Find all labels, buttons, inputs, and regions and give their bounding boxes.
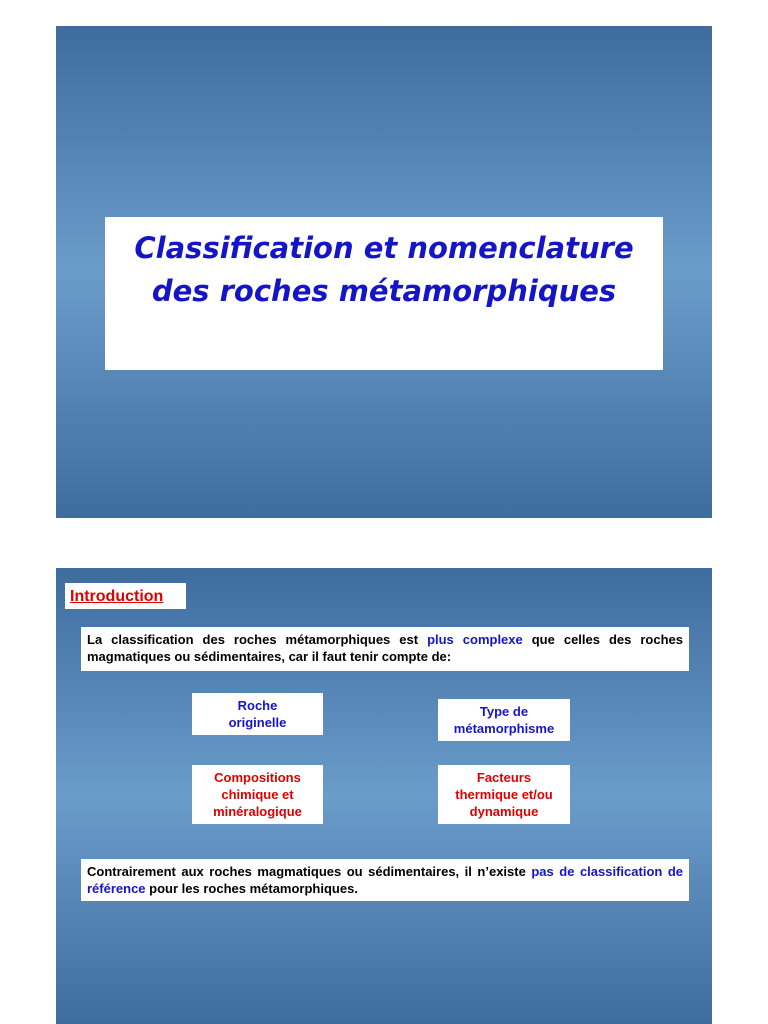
box-line: métamorphisme	[453, 721, 555, 736]
box-line: Type de	[479, 704, 529, 719]
para1-highlight: plus complexe	[427, 632, 523, 647]
para1-text-after: que celles des roches magmatiques ou sédimentaires, car il faut tenir compte de:	[87, 632, 684, 664]
box-line: dynamique	[469, 804, 539, 819]
box-line: originelle	[228, 715, 287, 730]
para2-text-before: Contrairement aux roches magmatiques ou sédimentaires, il n’existe	[87, 864, 532, 879]
para2-highlight: pas de classification de référence	[87, 864, 684, 896]
introduction-slide	[56, 568, 712, 1024]
heading-box	[65, 583, 186, 609]
slide-title-line1: Classification et nomenclature	[134, 231, 634, 265]
box-roche-originelle	[192, 693, 323, 735]
box-line: thermique et/ou	[455, 787, 553, 802]
box-line: chimique et	[221, 787, 294, 802]
box-line: minéralogique	[213, 804, 302, 819]
box-compositions	[192, 765, 323, 824]
box-line: Roche	[237, 698, 278, 713]
box-line: Facteurs	[476, 770, 532, 785]
box-type-metamorphisme	[438, 699, 570, 741]
box-facteurs	[438, 765, 570, 824]
box-line: Compositions	[214, 770, 301, 785]
conclusion-paragraph	[81, 859, 689, 901]
slide-title-line2: des roches métamorphiques	[151, 274, 617, 308]
para2-text-after: pour les roches métamorphiques.	[145, 881, 358, 896]
intro-paragraph	[81, 627, 689, 671]
para1-text-before: La classification des roches métamorphiques est	[87, 632, 428, 647]
heading-introduction: Introduction	[70, 588, 164, 605]
title-box	[105, 217, 663, 370]
title-slide	[56, 26, 712, 518]
